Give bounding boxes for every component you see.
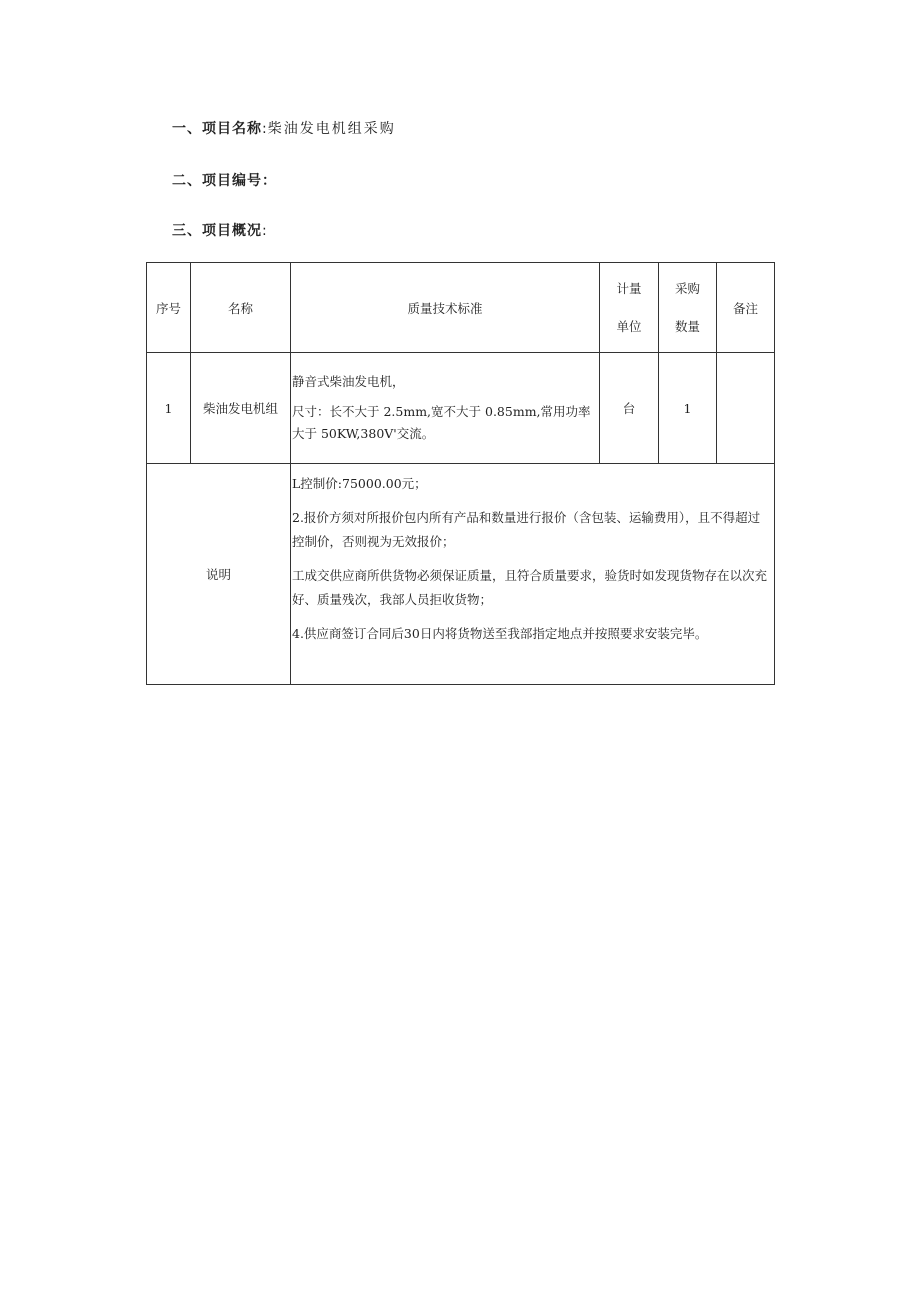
header-name: 名称: [191, 263, 291, 353]
project-overview-separator: :: [262, 223, 268, 239]
header-unit-line2: 单位: [616, 318, 642, 334]
cell-remark: [717, 353, 775, 464]
project-name-separator: :: [262, 121, 268, 137]
cell-seq: 1: [147, 353, 191, 464]
header-unit-line1: 计量: [616, 280, 642, 296]
header-seq: 序号: [147, 263, 191, 353]
note-item: 2.报价方须对所报价包内所有产品和数量进行报价（含包装、运输费用），且不得超过控制价，否则视为无效报价；: [292, 510, 761, 549]
project-number-heading: [172, 170, 277, 190]
notes-row: [147, 464, 775, 685]
header-qty-line1: 采购: [674, 280, 700, 296]
table-header-row: [147, 263, 775, 353]
cell-qty: 1: [659, 353, 717, 464]
table-row: [147, 353, 775, 464]
cell-standard: [291, 353, 600, 464]
note-item: L控制价:75000.00元；: [292, 476, 427, 491]
project-overview-heading: [172, 220, 268, 240]
project-name-value: 柴油发电机组采购: [267, 121, 396, 137]
header-qty-line2: 数量: [674, 318, 700, 334]
project-name-label: 一、项目名称: [172, 121, 262, 137]
standard-line-1: 静音式柴油发电机，: [292, 374, 405, 389]
project-number-label: 二、项目编号：: [172, 173, 277, 189]
cell-unit: 台: [600, 353, 659, 464]
header-remark: 备注: [717, 263, 775, 353]
project-overview-label: 三、项目概况: [172, 223, 262, 239]
note-item: 工成交供应商所供货物必须保证质量，且符合质量要求，验货时如发现货物存在以次充好、质量残次，我部人员拒收货物；: [292, 568, 768, 607]
procurement-table: [146, 262, 775, 685]
header-qty: [659, 263, 717, 353]
header-standard: 质量技术标准: [291, 263, 600, 353]
project-name-heading: [172, 118, 396, 138]
notes-label: 说明: [147, 464, 291, 685]
standard-line-2: 尺寸：长不大于 2.5mm,宽不大于 0.85mm,常用功率大于 50KW,380V'交流。: [292, 404, 591, 441]
note-item: 4.供应商签订合同后30日内将货物送至我部指定地点并按照要求安装完毕。: [292, 626, 708, 641]
cell-name: 柴油发电机组: [191, 353, 291, 464]
notes-content: [291, 464, 775, 685]
header-unit: [600, 263, 659, 353]
